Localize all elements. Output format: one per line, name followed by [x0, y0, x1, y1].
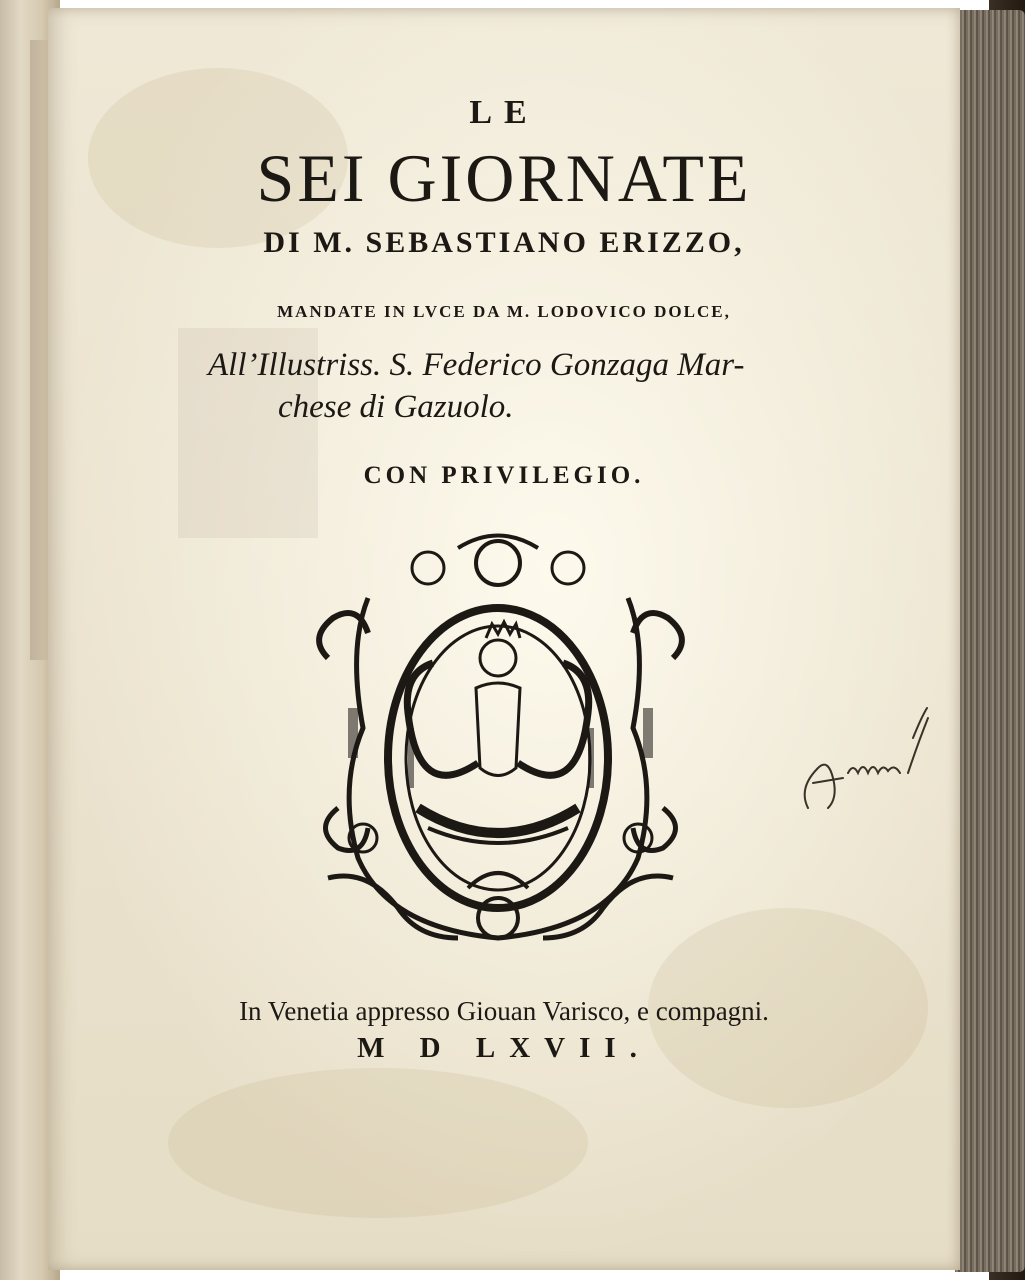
dedication-line-1: All’Illustriss. S. Federico Gonzaga Mar- [208, 347, 745, 383]
siren-woodcut-icon [308, 528, 693, 968]
imprint-date: M D LXVII. [357, 1032, 651, 1064]
title-page [48, 8, 960, 1270]
dedication-line-2: chese di Gazuolo. [278, 389, 514, 425]
editor-line: MANDATE IN LVCE DA M. LODOVICO DOLCE, [277, 302, 731, 321]
privilege-line: CON PRIVILEGIO. [363, 462, 645, 489]
dedication [208, 344, 848, 428]
paper-stain [168, 1068, 588, 1218]
imprint-line: In Venetia appresso Giouan Varisco, e compagni. [239, 996, 769, 1026]
title-prefix: LE [469, 94, 539, 131]
handwritten-signature [788, 698, 938, 828]
book-title: SEI GIORNATE [256, 140, 752, 216]
page-block-edges [955, 10, 1025, 1272]
author-line: DI M. SEBASTIANO ERIZZO, [263, 226, 745, 259]
